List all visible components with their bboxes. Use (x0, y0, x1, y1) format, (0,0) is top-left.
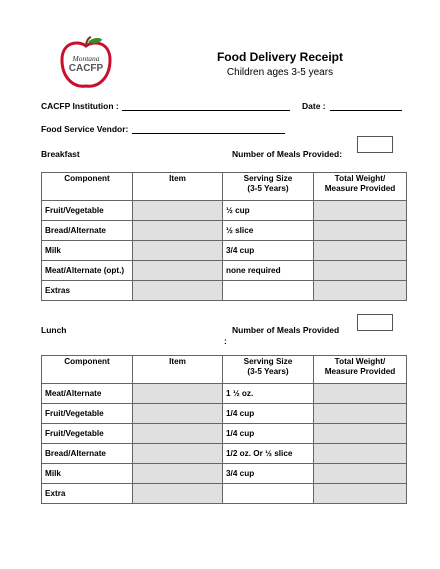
date-label: Date : (302, 101, 326, 111)
item-cell[interactable] (133, 424, 223, 444)
lunch-meals-colon: : (224, 336, 227, 346)
component-cell: Fruit/Vegetable (42, 201, 133, 221)
table-header-row (42, 173, 407, 201)
lunch-meals-input[interactable] (357, 314, 393, 331)
logo-line2: CACFP (68, 63, 104, 74)
component-cell: Bread/Alternate (42, 221, 133, 241)
header-component: Component (42, 356, 133, 384)
table-row (42, 404, 407, 424)
total-weight-cell[interactable] (314, 281, 407, 301)
item-cell[interactable] (133, 444, 223, 464)
page-subtitle: Children ages 3-5 years (226, 67, 334, 78)
breakfast-table (41, 172, 407, 301)
table-row (42, 281, 407, 301)
serving-cell: ½ cup (223, 201, 314, 221)
table-row (42, 424, 407, 444)
serving-cell: 3/4 cup (223, 464, 314, 484)
date-field[interactable] (330, 101, 402, 111)
serving-cell[interactable] (223, 484, 314, 504)
serving-cell: 3/4 cup (223, 241, 314, 261)
institution-label: CACFP Institution : (41, 101, 119, 111)
component-cell: Milk (42, 241, 133, 261)
total-weight-cell[interactable] (314, 484, 407, 504)
total-weight-cell[interactable] (314, 241, 407, 261)
vendor-field[interactable] (132, 124, 285, 134)
component-cell: Meat/Alternate (opt.) (42, 261, 133, 281)
item-cell[interactable] (133, 404, 223, 424)
component-cell: Milk (42, 464, 133, 484)
component-cell: Meat/Alternate (42, 384, 133, 404)
lunch-label: Lunch (41, 325, 67, 335)
table-row (42, 261, 407, 281)
serving-cell: ½ slice (223, 221, 314, 241)
lunch-table (41, 355, 407, 504)
total-weight-cell[interactable] (314, 464, 407, 484)
table-header-row (42, 356, 407, 384)
total-weight-cell[interactable] (314, 444, 407, 464)
component-cell: Bread/Alternate (42, 444, 133, 464)
serving-cell[interactable] (223, 281, 314, 301)
table-row (42, 444, 407, 464)
serving-cell: 1/4 cup (223, 424, 314, 444)
serving-cell: 1 ½ oz. (223, 384, 314, 404)
component-cell: Extra (42, 484, 133, 504)
serving-cell: none required (223, 261, 314, 281)
total-weight-cell[interactable] (314, 384, 407, 404)
breakfast-label: Breakfast (41, 149, 80, 159)
component-cell: Fruit/Vegetable (42, 424, 133, 444)
header-total-weight: Total Weight/ Measure Provided (314, 356, 407, 384)
header-component: Component (42, 173, 133, 201)
item-cell[interactable] (133, 221, 223, 241)
breakfast-meals-input[interactable] (357, 136, 393, 153)
total-weight-cell[interactable] (314, 261, 407, 281)
table-row (42, 201, 407, 221)
total-weight-cell[interactable] (314, 221, 407, 241)
logo-line1: Montana (72, 54, 100, 63)
total-weight-cell[interactable] (314, 424, 407, 444)
lunch-meals-label: Number of Meals Provided (232, 325, 340, 335)
institution-field[interactable] (122, 101, 290, 111)
header-total-weight: Total Weight/ Measure Provided (314, 173, 407, 201)
header-serving-size: Serving Size (3-5 Years) (223, 356, 314, 384)
header-item: Item (133, 356, 223, 384)
total-weight-cell[interactable] (314, 404, 407, 424)
item-cell[interactable] (133, 384, 223, 404)
header-item: Item (133, 173, 223, 201)
page-title: Food Delivery Receipt (216, 50, 344, 64)
table-row (42, 241, 407, 261)
table-row (42, 384, 407, 404)
table-row (42, 464, 407, 484)
table-row (42, 221, 407, 241)
header-serving-size: Serving Size (3-5 Years) (223, 173, 314, 201)
montana-cacfp-logo (58, 36, 114, 90)
item-cell[interactable] (133, 464, 223, 484)
table-row (42, 484, 407, 504)
item-cell[interactable] (133, 484, 223, 504)
total-weight-cell[interactable] (314, 201, 407, 221)
item-cell[interactable] (133, 201, 223, 221)
breakfast-meals-label: Number of Meals Provided: (232, 149, 343, 159)
item-cell[interactable] (133, 241, 223, 261)
item-cell[interactable] (133, 261, 223, 281)
vendor-label: Food Service Vendor: (41, 124, 129, 134)
component-cell: Fruit/Vegetable (42, 404, 133, 424)
component-cell: Extras (42, 281, 133, 301)
item-cell[interactable] (133, 281, 223, 301)
serving-cell: 1/4 cup (223, 404, 314, 424)
serving-cell: 1/2 oz. Or ½ slice (223, 444, 314, 464)
